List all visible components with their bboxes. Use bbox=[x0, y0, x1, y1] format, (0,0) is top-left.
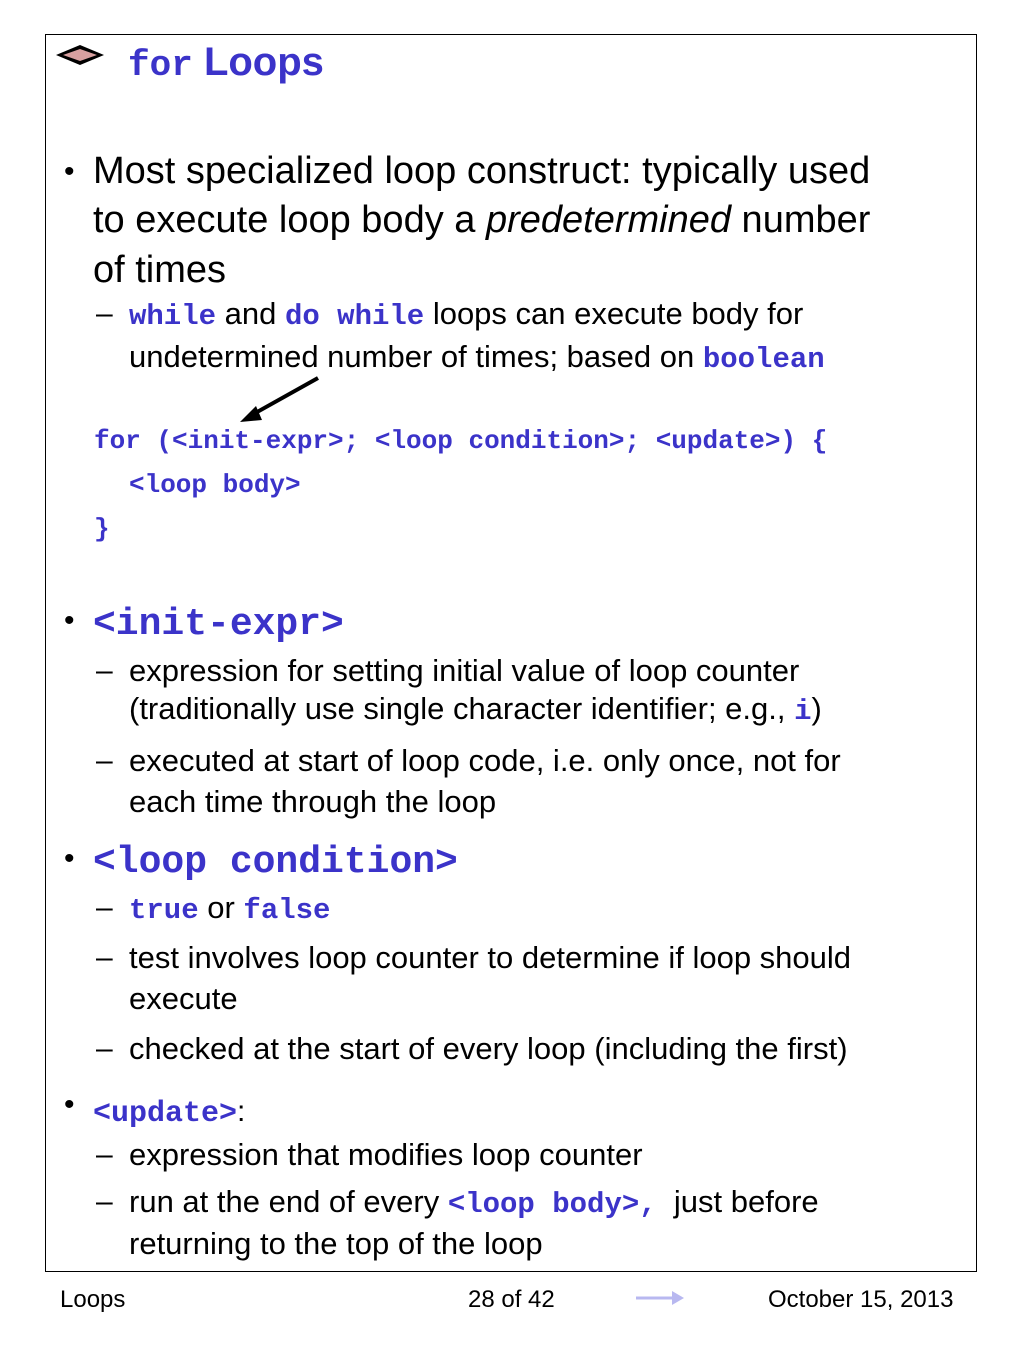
bullet3-sub3-line1: checked at the start of every loop (including the first) bbox=[129, 1031, 848, 1066]
bullet2-sub2-line2: each time through the loop bbox=[129, 784, 497, 819]
bullet3-label: <loop condition> bbox=[93, 841, 458, 884]
bullet2-sub1-line1: expression for setting initial value of loop counter bbox=[129, 653, 800, 688]
pointer-arrow-icon bbox=[230, 370, 330, 430]
code-i: i bbox=[794, 695, 812, 728]
bullet1-line1: Most specialized loop construct: typically used bbox=[93, 150, 871, 192]
bullet4-sub1-line1: expression that modifies loop counter bbox=[129, 1137, 643, 1172]
sub1-line1: while and do while loops can execute body for bbox=[129, 296, 804, 333]
dash-marker: – bbox=[96, 654, 113, 687]
slide-title bbox=[128, 40, 324, 86]
code-while: while bbox=[129, 300, 217, 333]
bullet3-sub2-line2: execute bbox=[129, 981, 238, 1016]
title-code: for bbox=[128, 45, 193, 86]
bullet2-sub2-line1: executed at start of loop code, i.e. only once, not for bbox=[129, 743, 841, 778]
diamond-bullet-icon bbox=[54, 43, 106, 67]
bullet4-label-line: <update>: bbox=[93, 1095, 246, 1131]
footer-page-number: 28 of 42 bbox=[468, 1286, 555, 1313]
dash-marker: – bbox=[96, 297, 113, 330]
bullet2-label: <init-expr> bbox=[93, 603, 344, 646]
bullet-dot: • bbox=[64, 842, 75, 875]
footer-date: October 15, 2013 bbox=[768, 1286, 954, 1313]
bullet1-line2: to execute loop body a predetermined number bbox=[93, 199, 871, 241]
bullet4-label: <update> bbox=[93, 1097, 238, 1131]
bullet2-sub1-line2: (traditionally use single character identifier; e.g., i) bbox=[129, 691, 822, 728]
dash-marker: – bbox=[96, 1032, 113, 1065]
code-line-2: <loop body> bbox=[129, 470, 301, 500]
bullet4-sub2-line1: run at the end of every <loop body>, just before bbox=[129, 1184, 819, 1221]
bullet3-sub2-line1: test involves loop counter to determine if loop should bbox=[129, 940, 852, 975]
code-line-1: for (<init-expr>; <loop condition>; <update>) { bbox=[94, 426, 828, 456]
bullet-dot: • bbox=[64, 1088, 75, 1121]
bullet3-sub1: true or false bbox=[129, 890, 331, 927]
code-false: false bbox=[243, 894, 331, 927]
bullet4-sub2-line2: returning to the top of the loop bbox=[129, 1226, 543, 1261]
dash-marker: – bbox=[96, 1138, 113, 1171]
dash-marker: – bbox=[96, 891, 113, 924]
code-do-while: do while bbox=[284, 300, 425, 333]
dash-marker: – bbox=[96, 744, 113, 777]
dash-marker: – bbox=[96, 1185, 113, 1218]
emphasis-predetermined: predetermined bbox=[485, 199, 731, 241]
code-true: true bbox=[129, 894, 199, 927]
sub1-line2: undetermined number of times; based on boolean bbox=[129, 339, 825, 376]
next-arrow-icon[interactable] bbox=[634, 1288, 686, 1308]
bullet-dot: • bbox=[64, 604, 75, 637]
title-text: Loops bbox=[203, 40, 324, 84]
code-line-3: } bbox=[94, 514, 110, 544]
bullet-dot: • bbox=[64, 155, 75, 188]
code-boolean: boolean bbox=[702, 343, 825, 376]
dash-marker: – bbox=[96, 941, 113, 974]
bullet1-line3: of times bbox=[93, 249, 227, 291]
code-loop-body: <loop body>, bbox=[447, 1188, 657, 1221]
footer-section-name: Loops bbox=[60, 1286, 126, 1313]
